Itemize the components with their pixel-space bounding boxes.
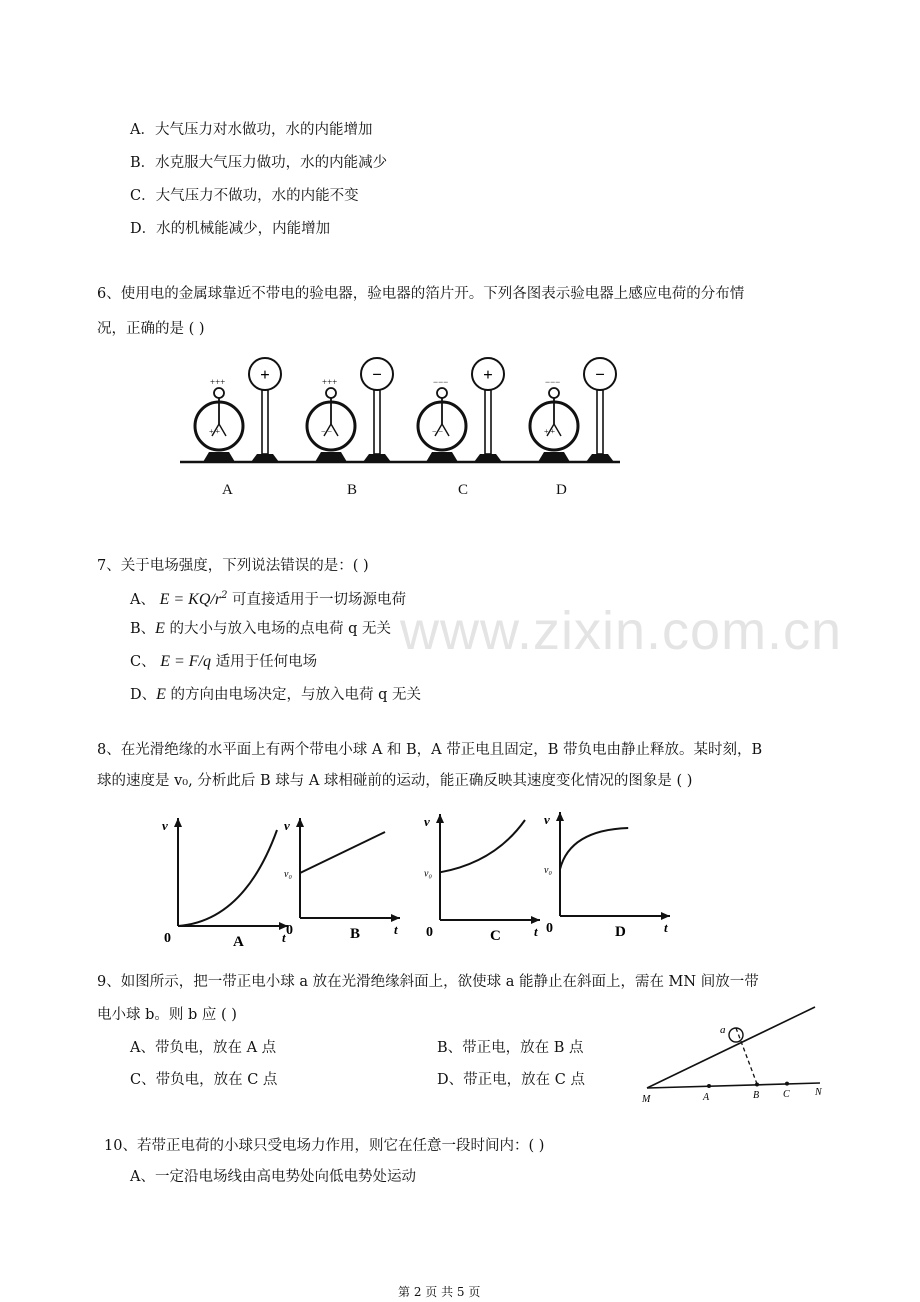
x-axis-label: t [282,930,286,945]
q7-d-text: 的方向由电场决定，与放入电荷 q 无关 [165,687,422,703]
q9-stem-line2: 电小球 b。则 b 应 ( ) [97,1007,237,1023]
origin-label: 0 [164,931,171,946]
stand-pole [374,390,380,454]
y-arrow [174,818,182,827]
q7-a-text: 可直接适用于一切场源电荷 [227,591,407,608]
q7-d-var: E [156,686,166,703]
incline-figure [635,1000,835,1105]
velocity-graph-d [544,812,670,940]
point-b [755,1083,759,1087]
graph-label: B [350,926,361,942]
electroscope-b [307,358,393,462]
graph-label: A [233,934,244,950]
electroscope-d [530,358,616,462]
y-arrow [296,818,304,827]
y-axis-label: v [284,818,290,833]
q7-c-prefix: C、 [130,654,156,670]
velocity-curve [178,830,277,926]
q7-option-a [130,586,406,610]
ball-a [729,1028,743,1042]
origin-label: 0 [426,925,433,940]
q7-b-prefix: B、 [130,621,156,637]
electroscope-knob [326,388,336,398]
q7-option-c [130,652,317,672]
q7-b-text: 的大小与放入电场的点电荷 q 无关 [164,621,392,637]
v0-label: v₀ [424,868,432,880]
knob-charge-marks: −−− [433,377,449,387]
electroscope-leaf-right [219,424,226,436]
y-axis-label: v [424,814,430,829]
q7-c-formula: E = F/q [160,653,212,670]
q9-option-a: A、带负电，放在 A 点 [130,1040,277,1056]
point-a [707,1084,711,1088]
q7-option-d [130,685,421,705]
point-c [785,1082,789,1086]
charged-ball-sign: − [595,365,605,384]
q6-label-d: D [556,482,567,498]
stand-base [251,454,279,462]
q7-b-var: E [155,620,165,637]
origin-label: 0 [546,921,553,936]
stand-pole [597,390,603,454]
knob-charge-marks: +++ [210,377,226,387]
q8-stem-line1: 8、在光滑绝缘的水平面上有两个带电小球 A 和 B，A 带正电且固定，B 带负电由静止释放。某时刻，B [97,742,763,758]
q5-option-d: D．水的机械能减少，内能增加 [130,221,331,237]
incline-line [647,1007,815,1088]
x-arrow [531,916,540,924]
x-arrow [661,912,670,920]
electroscope-figure [175,350,625,470]
electroscope-knob [214,388,224,398]
electroscope-base [315,452,347,462]
q7-a-prefix: A、 [130,591,155,608]
charged-ball-sign: + [483,365,493,384]
leaf-charge-marks: + + [544,427,556,436]
y-arrow [556,812,564,821]
q9-option-b: B、带正电，放在 B 点 [437,1040,584,1056]
stand-pole [262,390,268,454]
knob-charge-marks: −−− [545,377,561,387]
electroscope-leaf-right [331,424,338,436]
velocity-graph-a [162,818,288,950]
q9-stem-line1: 9、如图所示，把一带正电小球 a 放在光滑绝缘斜面上，欲使球 a 能静止在斜面上，需在 MN 间放一带 [97,974,759,990]
y-arrow [436,814,444,823]
q6-label-c: C [458,482,469,498]
x-axis-label: t [534,924,538,939]
knob-charge-marks: +++ [322,377,338,387]
q7-d-prefix: D、 [130,687,157,703]
velocity-curve [440,820,525,872]
electroscope-leaf-right [442,424,449,436]
velocity-graph-b [284,818,400,942]
stand-base [586,454,614,462]
v0-label: v₀ [544,865,552,877]
mn-line [647,1083,820,1088]
x-arrow [391,914,400,922]
stand-pole [485,390,491,454]
q5-option-c: C．大气压力不做功，水的内能不变 [130,188,359,204]
q7-c-text: 适用于任何电场 [211,654,318,670]
q7-a-exponent: 2 [221,590,228,601]
q6-stem-line1: 6、使用电的金属球靠近不带电的验电器，验电器的箔片开。下列各图表示验电器上感应电荷的分布情 [97,286,745,302]
y-axis-label: v [544,812,550,827]
q7-option-b [130,619,391,639]
x-axis-label: t [394,922,398,937]
electroscope-base [426,452,458,462]
electroscope-base [538,452,570,462]
stand-base [363,454,391,462]
q8-stem-line2: 球的速度是 v₀, 分析此后 B 球与 A 球相碰前的运动，能正确反映其速度变化情况的图象是 ( ) [97,773,693,789]
charged-ball-sign: + [260,365,270,384]
q5-option-a: A．大气压力对水做功，水的内能增加 [130,122,373,138]
label-point-b: B [753,1090,760,1101]
stand-base [474,454,502,462]
q9-option-c: C、带负电，放在 C 点 [130,1072,278,1088]
q10-option-a: A、一定沿电场线由高电势处向低电势处运动 [130,1169,416,1185]
watermark: www.zixin.com.cn [400,601,843,661]
graph-label: C [490,928,501,944]
origin-label: 0 [286,923,293,938]
label-point-c: C [783,1089,790,1100]
label-n: N [815,1087,822,1098]
electroscope-c [418,358,504,462]
velocity-curve [300,832,385,873]
leaf-charge-marks: − − [432,427,444,436]
page-footer: 第 2 页 共 5 页 [398,1285,481,1299]
q6-label-b: B [347,482,358,498]
electroscope-a [195,358,281,462]
q7-stem: 7、关于电场强度，下列说法错误的是：( ) [97,558,369,574]
label-point-a: A [703,1092,710,1103]
velocity-graph-c [424,814,540,944]
y-axis-label: v [162,818,168,833]
x-axis-label: t [664,920,668,935]
charged-ball-sign: − [372,365,382,384]
q9-option-d: D、带正电，放在 C 点 [437,1072,585,1088]
electroscope-knob [437,388,447,398]
electroscope-leaf-right [554,424,561,436]
velocity-curve [560,828,628,869]
q6-stem-line2: 况，正确的是 ( ) [97,321,205,337]
q10-stem: 10、若带正电荷的小球只受电场力作用，则它在任意一段时间内：( ) [104,1138,545,1154]
electroscope-base [203,452,235,462]
leaf-charge-marks: + + [209,427,221,436]
leaf-charge-marks: − − [321,427,333,436]
q6-label-a: A [222,482,233,498]
label-m: M [642,1094,651,1105]
q5-option-b: B．水克服大气压力做功，水的内能减少 [130,155,388,171]
graph-label: D [615,924,626,940]
velocity-graphs-figure [150,808,680,958]
label-ball-a: a [720,1024,726,1036]
electroscope-knob [549,388,559,398]
q7-a-formula: E = KQ/r [159,590,222,608]
v0-label: v₀ [284,869,292,880]
